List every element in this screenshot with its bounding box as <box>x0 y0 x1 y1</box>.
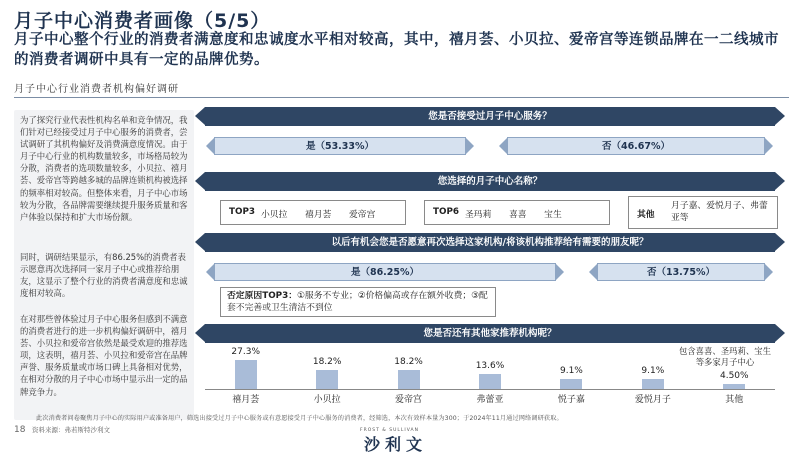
chart-baseline <box>205 389 775 390</box>
q1-answer-no: 否（46.67%） <box>507 137 765 155</box>
survey-footnote: 此次消费者问卷聚焦月子中心的实际用户或准备用户，筛选出接受过月子中心服务或有意愿接受月子中心服务的消费者，经筛选，本次有效样本量为300；于2024年11月通过网络调研获取。 <box>36 415 563 422</box>
left-paragraph-2: 同时，调研结果显示，有86.25%的消费者表示愿意再次选择同一家月子中心或推荐给朋友，这显示了整个行业的消费者满意度和忠诚度相对较高。 <box>20 252 188 299</box>
q2-top6-names: 圣玛莉 喜喜 宝生 <box>465 210 562 220</box>
chart-category-label: 爱悦月子 <box>634 395 671 405</box>
left-text-panel <box>14 110 194 420</box>
chart-category-label: 小贝拉 <box>313 395 341 405</box>
chart-category-label: 悦子嘉 <box>557 395 585 405</box>
chart-value-label: 18.2% <box>312 356 342 367</box>
chart-value-label: 4.50% <box>719 371 749 382</box>
q2-others-label: 其他 <box>637 210 655 220</box>
chart-bar <box>560 379 582 389</box>
brand-logo: 沙利文 <box>364 435 428 454</box>
left-paragraph-3: 在对那些曾体验过月子中心服务但感到不满意的消费者进行的进一步机构偏好调研中，禧月荟、小贝拉和爱帝宫依然是最受欢迎的推荐选项，这表明，禧月荟、小贝拉和爱帝宫在品牌声誉、服务质量或市场口碑上具备相对优势，在相对分散的月子中心市场中显示出一定的品牌竞争力。 <box>20 314 188 397</box>
chart-category-label: 其他 <box>725 395 744 405</box>
section-divider <box>14 97 789 98</box>
q2-others-box <box>628 196 778 229</box>
others-note: 包含喜喜、圣玛莉、宝生等多家月子中心 <box>678 346 772 367</box>
q2-others-names: 月子嘉、爱悦月子、弗蕾亚等 <box>671 201 768 223</box>
chart-category-label: 爱帝宫 <box>395 395 423 405</box>
chart-value-label: 9.1% <box>641 366 665 377</box>
page-subtitle: 月子中心整个行业的消费者满意度和忠诚度水平相对较高，其中，禧月荟、小贝拉、爱帝宫等连锁品牌在一二线城市的消费者调研中具有一定的品牌优势。 <box>14 32 779 68</box>
chart-value-label: 18.2% <box>394 356 423 367</box>
page-title: 月子中心消费者画像（5/5） <box>14 10 271 32</box>
chart-value-label: 9.1% <box>559 366 583 377</box>
q1-answer-yes: 是（53.33%） <box>214 137 466 155</box>
chart-bar <box>398 370 420 389</box>
chart-bar <box>479 374 501 389</box>
section-label: 月子中心行业消费者机构偏好调研 <box>14 84 179 95</box>
left-paragraph-1: 为了探究行业代表性机构名单和竞争情况，我们针对已经接受过月子中心服务的消费者，尝试调研了其机构偏好及消费满意度情况。由于月子中心行业的机构数量较多，市场格局较为分散，消费者的选项数量较多，小贝拉、禧月荟、爱帝宫等跨越多城的品牌连锁机构被选择的频率相对较高。但整体来看，月子中心市场较为分散，各品牌需要继续提升服务质量和客户体验以保持和扩大市场份额。 <box>20 115 188 222</box>
page-number: 18 <box>14 425 26 435</box>
q2-top3-label: TOP3 <box>229 207 256 217</box>
chart-value-label: 27.3% <box>231 346 260 357</box>
question-4-banner: 您是否还有其他家推荐机构呢？ <box>205 324 775 343</box>
chart-bar <box>642 379 664 389</box>
question-2-banner: 您选择的月子中心名称？ <box>205 172 775 191</box>
q2-top3-names: 小贝拉 禧月荟 爱帝宫 <box>261 210 376 220</box>
chart-value-label: 13.6% <box>475 361 505 372</box>
q3-answer-yes: 是（86.25%） <box>214 263 556 281</box>
q3-reasons-label: 否定原因TOP3： <box>227 291 298 301</box>
q2-top6-box <box>424 200 610 225</box>
brand-logo-en: FROST & SULLIVAN <box>360 428 419 433</box>
chart-bar <box>235 360 257 389</box>
q3-answer-no: 否（13.75%） <box>597 263 765 281</box>
q3-reasons-box <box>220 287 496 317</box>
q2-top3-box <box>220 200 406 225</box>
question-1-banner: 您是否接受过月子中心服务？ <box>205 107 775 126</box>
chart-category-label: 禧月荟 <box>232 395 260 405</box>
data-source: 资料来源：弗若斯特沙利文 <box>32 426 110 434</box>
q2-top6-label: TOP6 <box>433 207 460 217</box>
chart-category-label: 弗蕾亚 <box>476 395 504 405</box>
question-3-banner: 以后有机会您是否愿意再次选择这家机构/将该机构推荐给有需要的朋友呢？ <box>205 233 775 252</box>
q3-reasons-text: ①服务不专业；②价格偏高或存在额外收费；③配套不完善或卫生清洁不到位 <box>227 291 488 313</box>
chart-bar <box>316 370 338 389</box>
